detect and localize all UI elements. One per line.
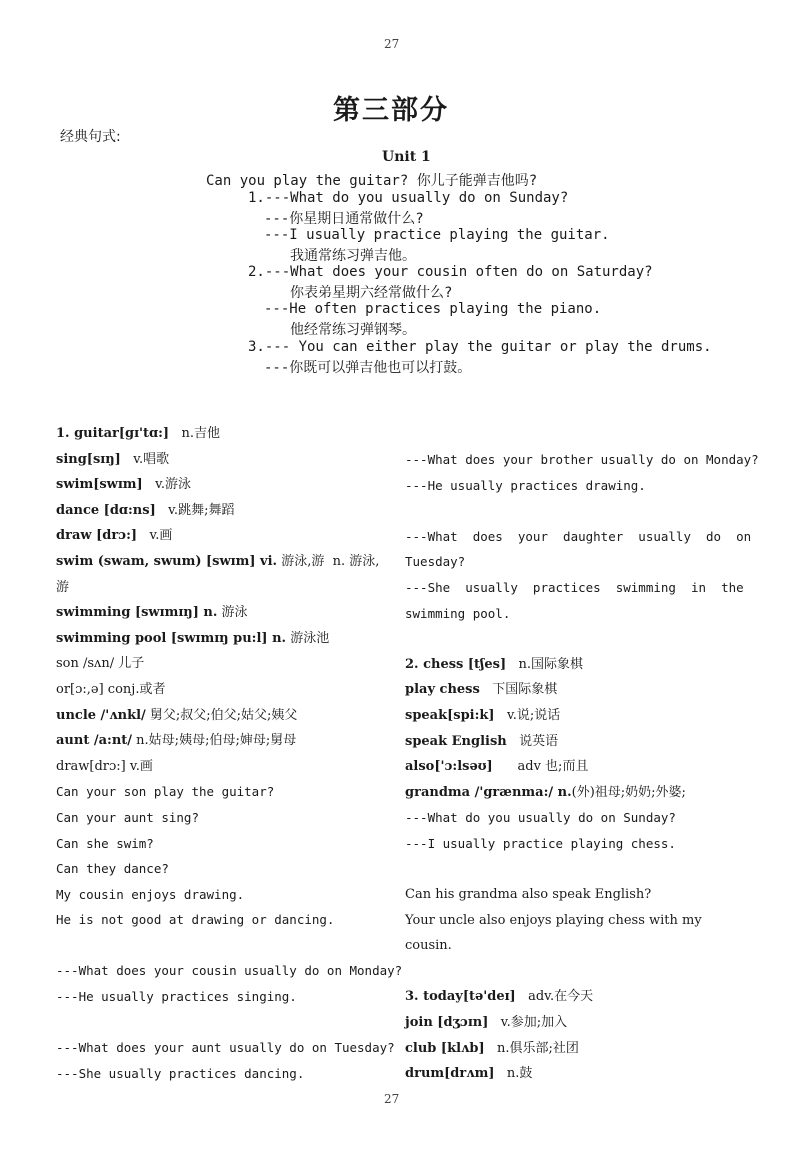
vocab-meaning: v.说;说话 — [494, 707, 561, 723]
vocab-meaning: v.参加;加入 — [488, 1015, 568, 1031]
vocab-term: club [klʌb] — [405, 1040, 485, 1056]
section-label: 经典句式: — [60, 129, 121, 145]
vocab-meaning: 下国际象棋 — [479, 682, 558, 698]
text-line — [56, 1010, 391, 1036]
vocab-meaning: v.跳舞;舞蹈 — [155, 502, 235, 518]
text-line — [56, 421, 391, 447]
vocab-meaning: (外)祖母;奶奶;外婆; — [571, 784, 686, 800]
vocab-term: speak[spi:k] — [405, 707, 495, 723]
text-line — [405, 498, 745, 524]
text-line: Can your son play the guitar? — [56, 784, 275, 800]
vocab-term: 3. today[tə'deɪ] — [405, 989, 516, 1005]
text-line: ---He usually practices drawing. — [405, 477, 646, 493]
intro-sentence: Can you play the guitar? 你儿子能弹吉他吗? — [206, 173, 538, 189]
text-line: swimming pool. — [405, 605, 511, 621]
dialogue-line: 2.---What does your cousin often do on Saturday? — [248, 264, 653, 280]
text-line — [56, 933, 391, 959]
text-line — [56, 703, 391, 729]
vocab-term: draw [drɔ:] — [56, 528, 138, 544]
text-line: Tuesday? — [405, 554, 466, 570]
text-line: ---She usually practices dancing. — [56, 1065, 305, 1081]
dialogue-line: ---I usually practice playing the guitar. — [264, 227, 610, 243]
text-line: son /sʌn/ 儿子 — [56, 656, 145, 672]
vocab-meaning: n.鼓 — [494, 1066, 533, 1082]
text-line: ---What does your brother usually do on Monday? — [405, 452, 759, 467]
vocab-term: grandma /'grænma:/ n. — [405, 784, 572, 800]
text-line — [405, 984, 745, 1010]
vocab-meaning: n.吉他 — [169, 426, 220, 441]
dialogue-line: ---你星期日通常做什么? — [264, 211, 424, 227]
text-line — [56, 600, 391, 626]
vocab-meaning: n.姑母;姨母;伯母;婶母;舅母 — [132, 733, 297, 749]
text-line: ---What do you usually do on Sunday? — [405, 810, 676, 826]
vocab-term: uncle /'ʌnkl/ — [56, 707, 146, 723]
text-line — [405, 626, 745, 652]
vocab-term: swimming [swɪmɪŋ] n. — [56, 605, 218, 621]
page-number-bottom: 27 — [384, 1092, 400, 1106]
vocab-term: swim (swam, swum) [swɪm] vi. — [56, 553, 278, 569]
dialogue-line: 1.---What do you usually do on Sunday? — [248, 190, 569, 206]
vocabulary-right-column — [405, 447, 759, 1087]
vocab-meaning: v.唱歌 — [120, 451, 170, 467]
page-title: 第三部分 — [333, 95, 449, 126]
vocab-meaning: n.俱乐部;社团 — [484, 1040, 579, 1056]
text-line: Can she swim? — [56, 835, 154, 851]
text-line: Can his grandma also speak English? — [405, 887, 652, 903]
text-line: ---What does your aunt usually do on Tuesday? — [56, 1040, 395, 1056]
text-line — [405, 677, 745, 703]
dialogue-line: 我通常练习弹吉他。 — [290, 248, 416, 264]
vocab-term: dance [dɑ:ns] — [56, 502, 156, 518]
text-line — [405, 780, 745, 806]
text-line — [56, 626, 391, 652]
text-line — [405, 703, 745, 729]
text-line — [56, 523, 391, 549]
text-line: draw[drɔ:] v.画 — [56, 758, 153, 774]
text-line: Can your aunt sing? — [56, 809, 199, 825]
text-line — [56, 498, 391, 524]
text-line — [405, 1061, 745, 1087]
vocab-meaning: 游泳池 — [286, 630, 330, 646]
vocab-meaning: 游泳 — [217, 605, 248, 621]
dialogue-line: 他经常练习弹钢琴。 — [290, 322, 416, 338]
text-line: cousin. — [405, 938, 452, 954]
text-line — [405, 729, 745, 755]
text-line: Can they dance? — [56, 861, 169, 877]
vocab-term: aunt /a:nt/ — [56, 733, 133, 749]
text-line — [56, 447, 391, 473]
vocabulary-left-column — [56, 421, 403, 1086]
dialogue-line: ---He often practices playing the piano. — [264, 301, 602, 317]
vocab-term: play chess — [405, 682, 480, 698]
text-line — [405, 857, 745, 883]
text-line — [405, 1010, 745, 1036]
text-line — [405, 1036, 745, 1062]
vocab-term: join [dʒɔɪn] — [405, 1015, 489, 1031]
vocab-meaning: v.游泳 — [142, 477, 192, 493]
vocab-meaning: adv 也;而且 — [492, 759, 589, 775]
unit-title: Unit 1 — [382, 149, 431, 165]
text-line: or[ɔ:,ə] conj.或者 — [56, 681, 166, 697]
vocab-term: speak English — [405, 733, 507, 749]
text-line: ---What does your daughter usually do on — [405, 528, 752, 544]
text-line: My cousin enjoys drawing. — [56, 886, 245, 902]
text-line — [405, 959, 745, 985]
text-line — [405, 754, 745, 780]
dialogue-line: 3.--- You can either play the guitar or play the drums. — [248, 339, 712, 355]
vocab-term: swim[swɪm] — [56, 477, 143, 493]
vocab-term: also['ɔ:lsəʊ] — [405, 759, 493, 775]
vocab-term: swimming pool [swɪmɪŋ pu:l] n. — [56, 630, 287, 646]
vocab-meaning: adv.在今天 — [515, 989, 594, 1005]
vocab-meaning: 游泳,游 n. 游泳, — [277, 553, 380, 569]
text-line: 游 — [56, 579, 70, 595]
text-line — [56, 728, 391, 754]
text-line: ---I usually practice playing chess. — [405, 835, 676, 851]
vocab-term: 1. guitar[gɪ'tɑ:] — [56, 426, 170, 441]
text-line — [56, 549, 391, 575]
vocab-term: drum[drʌm] — [405, 1066, 495, 1082]
dialogue-line: 你表弟星期六经常做什么? — [290, 285, 453, 301]
dialogue-line: ---你既可以弹吉他也可以打鼓。 — [264, 360, 472, 376]
text-line: ---What does your cousin usually do on Monday? — [56, 963, 403, 979]
vocab-meaning: 说英语 — [506, 733, 559, 749]
page-number-top: 27 — [384, 37, 400, 51]
vocab-meaning: n.国际象棋 — [506, 656, 584, 672]
text-line — [405, 652, 745, 678]
vocab-meaning: 舅父;叔父;伯父;姑父;姨父 — [145, 707, 298, 723]
text-line: Your uncle also enjoys playing chess with my — [405, 912, 702, 928]
vocab-term: 2. chess [tʃes] — [405, 656, 507, 672]
vocab-term: sing[sɪŋ] — [56, 451, 121, 467]
text-line: ---He usually practices singing. — [56, 989, 297, 1005]
text-line: ---She usually practices swimming in the — [405, 579, 744, 595]
text-line: He is not good at drawing or dancing. — [56, 912, 335, 928]
text-line — [56, 472, 391, 498]
vocab-meaning: v.画 — [137, 528, 173, 544]
